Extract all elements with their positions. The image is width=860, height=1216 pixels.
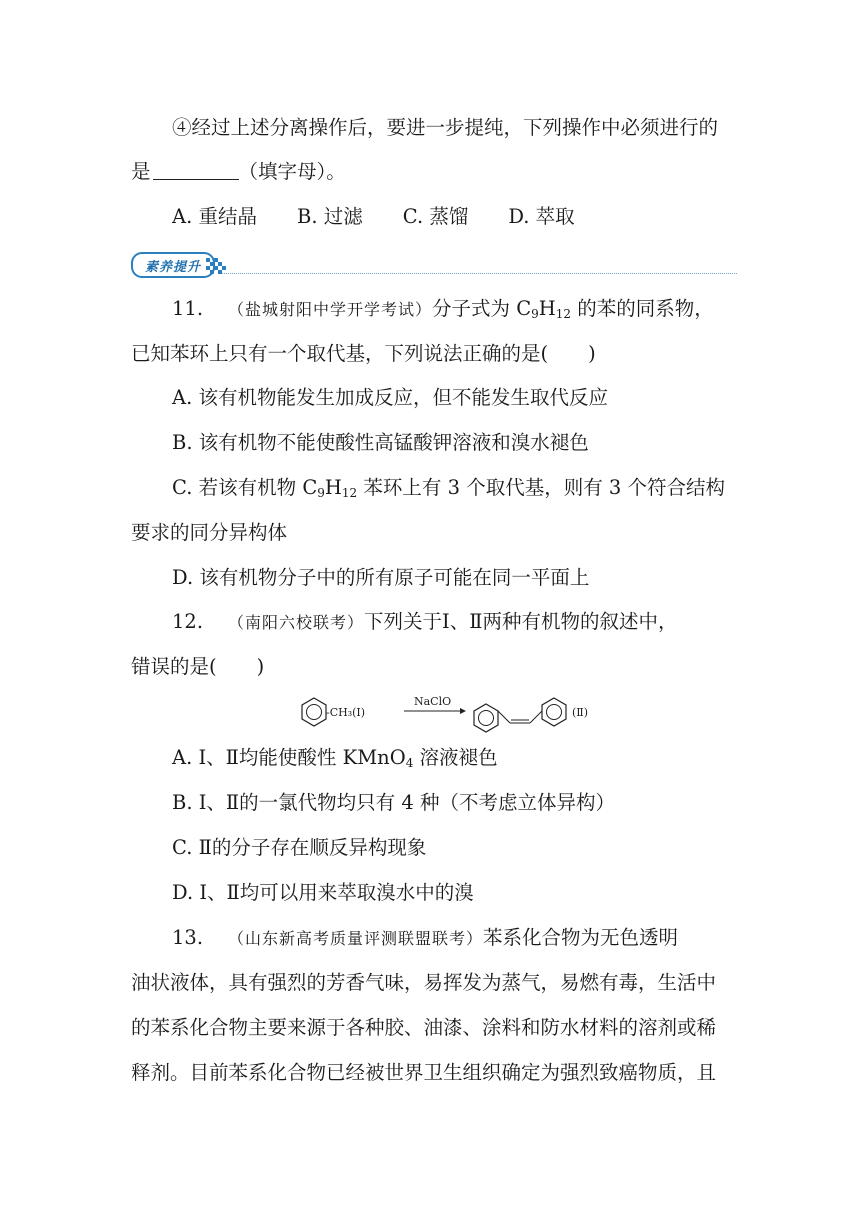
q13-line2: 油状液体，具有强烈的芳香气味，易挥发为蒸气，易燃有毒，生活中 (131, 971, 717, 994)
q11-stem-text: 分子式为 C (432, 297, 532, 320)
q11-option-a: A. 该有机物能发生加成反应，但不能发生取代反应 (172, 386, 608, 409)
q12-stem-text: 下列关于Ⅰ、Ⅱ两种有机物的叙述中， (364, 610, 678, 633)
benzene-ring-icon (302, 698, 326, 726)
q12-option-a-text: A. Ⅰ、Ⅱ均能使酸性 KMnO (172, 746, 406, 769)
q11-stem-line1 (172, 294, 772, 325)
q13-number: 13. (172, 926, 204, 949)
q11-stem-text: 已知苯环上只有一个取代基，下列说法正确的是( (131, 342, 549, 365)
q12-stem-text: ) (256, 655, 265, 678)
reactant-label: -CH₃(Ⅰ) (326, 706, 366, 719)
q13-line4: 释剂。目前苯系化合物已经被世界卫生组织确定为强烈致癌物质，且 (131, 1061, 717, 1084)
option-c: C. 蒸馏 (402, 205, 469, 228)
section-divider (222, 273, 737, 274)
option-d: D. 萃取 (508, 205, 575, 228)
reaction-arrow-icon (404, 708, 466, 714)
q12-stem-line1 (172, 607, 772, 638)
answer-blank (153, 159, 239, 180)
option-a: A. 重结晶 (172, 205, 257, 228)
q12-option-d: D. Ⅰ、Ⅱ均可以用来萃取溴水中的溴 (172, 881, 474, 904)
reaction-scheme (296, 692, 616, 736)
reagent-label: NaClO (414, 695, 452, 708)
q12-option-a (172, 743, 772, 773)
q12-sub: 4 (405, 756, 414, 770)
prev-question-line1: ④经过上述分离操作后，要进一步提纯，下列操作中必须进行的 (172, 116, 719, 139)
q11-option-c-text: C. 若该有机物 C (172, 476, 318, 499)
product-label: (Ⅱ) (572, 706, 589, 719)
q12-option-a-text: 溶液褪色 (413, 746, 498, 769)
prev-question-text: 是 (131, 160, 151, 183)
option-b: B. 过滤 (296, 205, 363, 228)
q12-stem-line2 (131, 652, 731, 682)
q11-option-d: D. 该有机物分子中的所有原子可能在同一平面上 (172, 566, 590, 589)
prev-question-line2 (131, 157, 731, 187)
q11-number: 11. (172, 297, 204, 320)
prev-question-hint: （填字母）。 (238, 160, 346, 183)
q13-line3: 的苯系化合物主要来源于各种胶、油漆、涂料和防水材料的溶剂或稀 (131, 1016, 717, 1039)
q13-source: （山东新高考质量评测联盟联考） (228, 929, 484, 948)
checker-decoration-icon (206, 258, 226, 274)
q11-option-c-line1 (172, 473, 772, 503)
q12-stem-text: 错误的是( (131, 655, 217, 678)
q13-stem-text: 苯系化合物为无色透明 (483, 926, 679, 949)
q11-stem-line2 (131, 339, 731, 369)
q11-option-c-text: H (324, 476, 342, 499)
q11-stem-text: 的苯的同系物， (571, 297, 714, 320)
q11-sub: 12 (341, 486, 358, 500)
prev-question-options (172, 202, 772, 232)
q11-option-c-text: 苯环上有 3 个取代基，则有 3 个符合结构 (357, 476, 725, 499)
q11-stem-text: H (538, 297, 556, 320)
q11-source: （盐城射阳中学开学考试） (228, 300, 433, 319)
q12-source: （南阳六校联考） (228, 613, 365, 632)
stilbene-structure-icon (474, 698, 566, 732)
q13-stem-line1 (172, 923, 772, 954)
q11-stem-text: ) (588, 342, 596, 365)
q12-option-b: B. Ⅰ、Ⅱ的一氯代物均只有 4 种（不考虑立体异构） (172, 791, 615, 814)
section-badge: 素养提升 (131, 252, 215, 278)
q11-sub: 9 (317, 486, 325, 500)
q11-sub: 9 (531, 307, 539, 321)
q12-number: 12. (172, 610, 204, 633)
q11-option-c-line2: 要求的同分异构体 (131, 521, 288, 544)
q11-option-b: B. 该有机物不能使酸性高锰酸钾溶液和溴水褪色 (172, 431, 589, 454)
q12-option-c: C. Ⅱ的分子存在顺反异构现象 (172, 836, 427, 859)
q11-sub: 12 (555, 307, 572, 321)
